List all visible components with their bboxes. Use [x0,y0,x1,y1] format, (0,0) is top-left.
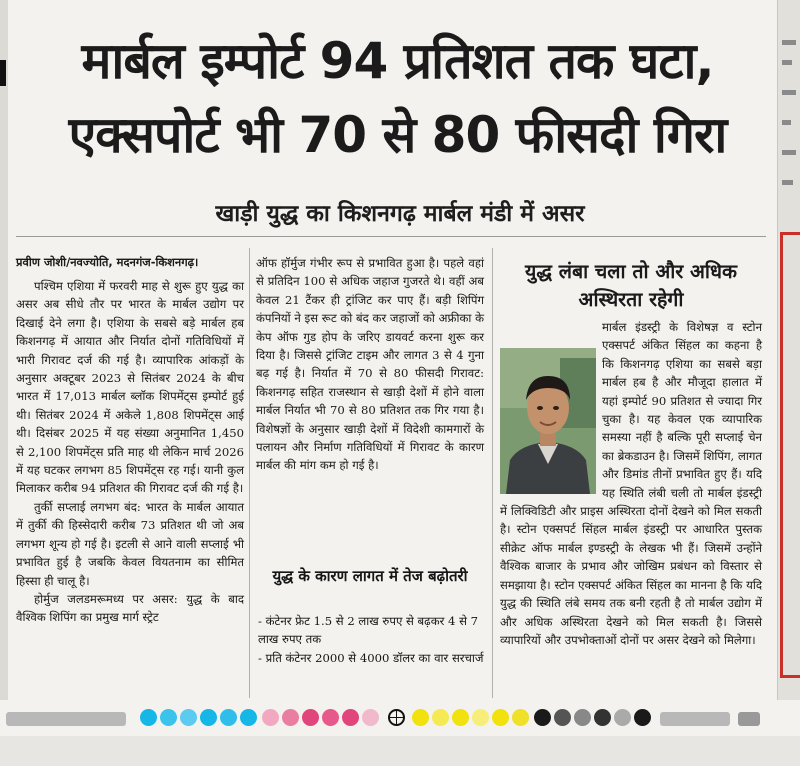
column-divider-2 [492,248,493,698]
grey-bar-left [6,712,126,726]
page-bottom-margin [0,736,800,766]
black-swatch [574,709,591,726]
grey-bar-right [660,712,730,726]
cost-bullets [258,612,486,667]
yellow-swatch [432,709,449,726]
column1-paragraph-3: होर्मुज जलडमरूमध्य पर असर: युद्ध के बाद वैश्विक शिपिंग का प्रमुख मार्ग स्ट्रेट [16,591,244,625]
black-swatch [634,709,651,726]
article-column-3 [500,318,762,649]
bullet-surcharge: - प्रति कंटेनर 2000 से 4000 डॉलर का वार सरचार्ज [258,650,484,665]
column1-paragraph-2: तुर्की सप्लाई लगभग बंद: भारत के मार्बल आयात में तुर्की की हिस्सेदारी करीब 73 प्रतिशत थी जो अब लगभग शून्य हो गई है। इटली से आने वाली सप्लाई भी प्रभावित हुई है जबकि केवल वियतनाम का सीमित हिस्सा ही चालू है। [16,499,244,588]
registration-mark-icon [388,709,405,726]
magenta-swatch [342,709,359,726]
expert-section-heading: युद्ध लंबा चला तो और अधिक अस्थिरता रहेगी [525,260,737,311]
cyan-swatch [200,709,217,726]
yellow-swatch [512,709,529,726]
cyan-swatch [140,709,157,726]
adjacent-page-edge-left [0,0,8,700]
magenta-swatch [362,709,379,726]
yellow-swatch [472,709,489,726]
cyan-swatch [220,709,237,726]
subheadline: खाड़ी युद्ध का किशनगढ़ मार्बल मंडी में असर [215,201,585,227]
black-swatch [534,709,551,726]
yellow-swatch [412,709,429,726]
magenta-swatch [302,709,319,726]
header-divider [16,236,766,237]
yellow-swatch [492,709,509,726]
black-swatch [594,709,611,726]
column1-paragraph-1: पश्चिम एशिया में फरवरी माह से शुरू हुए युद्ध का असर अब सीधे तौर पर भारत के मार्बल उद्योग पर दिखाई देने लगा है। एशिया के सबसे बड़े मार्बल हब किशनगढ़ में आयात और निर्यात दोनों गतिविधियों में भारी गिरावट दर्ज की गई है। व्यापारिक आंकड़ों के अनुसार अक्टूबर 2023 से सितंबर 2024 के बीच भारत में 17,013 मार्बल ब्लॉक शिपमेंट्स इम्पोर्ट हुई थी। सितंबर 2024 में अकेले 1,808 शिपमेंट्स आई थी। दिसंबर 2025 में यह संख्या अनुमानित 1,450 से 2,100 शिपमेंट्स प्रति माह थी लेकिन मार्च 2026 में यह घटकर लगभग 85 शिपमेंट्स रह गई। यानी कुल मिलाकर करीब 94 प्रतिशत की गिरावट दर्ज की गई है। [16,279,244,496]
byline: प्रवीण जोशी/नवज्योति, मदनगंज-किशनगढ़। [16,255,199,269]
grey-bar-end [738,712,760,726]
article-column-1 [16,254,244,627]
adjacent-page-edge-right [777,0,800,700]
magenta-swatch [322,709,339,726]
bullet-freight: - कंटेनर फ्रेट 1.5 से 2 लाख रुपए से बढ़कर 4 से 7 लाख रुपए तक [258,614,478,647]
column-divider-1 [249,248,250,698]
expert-paragraph: मार्बल इंडस्ट्री के विशेषज्ञ व स्टोन एक्सपर्ट अंकित सिंहल का कहना है कि किशनगढ़ एशिया का सबसे बड़ा मार्बल हब है और मौजूदा हालात में यहां इम्पोर्ट 90 प्रतिशत से ज्यादा गिर चुका है। यह केवल एक व्यापारिक समस्या नहीं है बल्कि पूरी सप्लाई चेन का ब्रेकडाउन है। जिसमें शिपिंग, लागत और डिमांड तीनों प्रभावित हुए हैं। यदि यह स्थिति लंबी चली तो मार्बल इंडस्ट्री में लिक्विडिटी और प्राइस अस्थिरता दोनों देखने को मिल सकती है। स्टोन एक्सपर्ट सिंहल मार्बल इंडस्ट्री पर आधारित पुस्तक सीक्रेट ऑफ मार्बल इण्डस्ट्री के लेखक भी हैं। जिसमें उन्होंने वैश्विक बाजार के प्रभाव और जोखिम प्रबंधन को विस्तार से समझाया है। स्टोन एक्सपर्ट अंकित सिंहल का मानना है कि यदि युद्ध की स्थिति लंबे समय तक बनी रहती है तो मार्बल उद्योग में और अधिक अस्थिरता देखने को मिल सकती है। जिससे व्यापारियों और उपभोक्ताओं दोनों पर असर देखने को मिलेगा। [500,320,762,647]
black-swatch [614,709,631,726]
headline-line-2: एक्सपोर्ट भी 70 से 80 फीसदी गिरा [68,106,727,164]
column2-paragraph-1: ऑफ हॉर्मुज गंभीर रूप से प्रभावित हुआ है। पहले वहां से प्रतिदिन 100 से अधिक जहाज गुजरते थे। वहीं अब केवल 21 टैंकर ही ट्रांजिट कर पाए हैं। बड़ी शिपिंग कंपनियों ने इस रूट को बंद कर जहाजों को अफ्रीका के केप ऑफ गुड होप के जरिए डायवर्ट करना शुरू कर दिया है। जिससे ट्रांजिट टाइम और लागत 3 से 4 गुना बढ़ गई है। निर्यात में 70 से 80 फीसदी गिरावट: किशनगढ़ सहित राजस्थान से खाड़ी देशों में होने वाला मार्बल निर्यात भी 70 से 80 प्रतिशत तक गिर गया है। विशेषज्ञों के अनुसार खाड़ी देशों में विदेशी कामगारों के पलायन और निर्माण गतिविधियों में गिरावट के कारण मार्बल की मांग कम हो गई है। [256,256,484,473]
headline-line-1: मार्बल इम्पोर्ट 94 प्रतिशत तक घटा, [81,32,714,90]
cyan-swatch [240,709,257,726]
cost-increase-subhead: युद्ध के कारण लागत में तेज बढ़ोतरी [272,567,468,585]
cyan-swatch [160,709,177,726]
article-column-2 [256,254,484,475]
cyan-swatch [180,709,197,726]
black-swatch [554,709,571,726]
magenta-swatch [262,709,279,726]
yellow-swatch [452,709,469,726]
magenta-swatch [282,709,299,726]
